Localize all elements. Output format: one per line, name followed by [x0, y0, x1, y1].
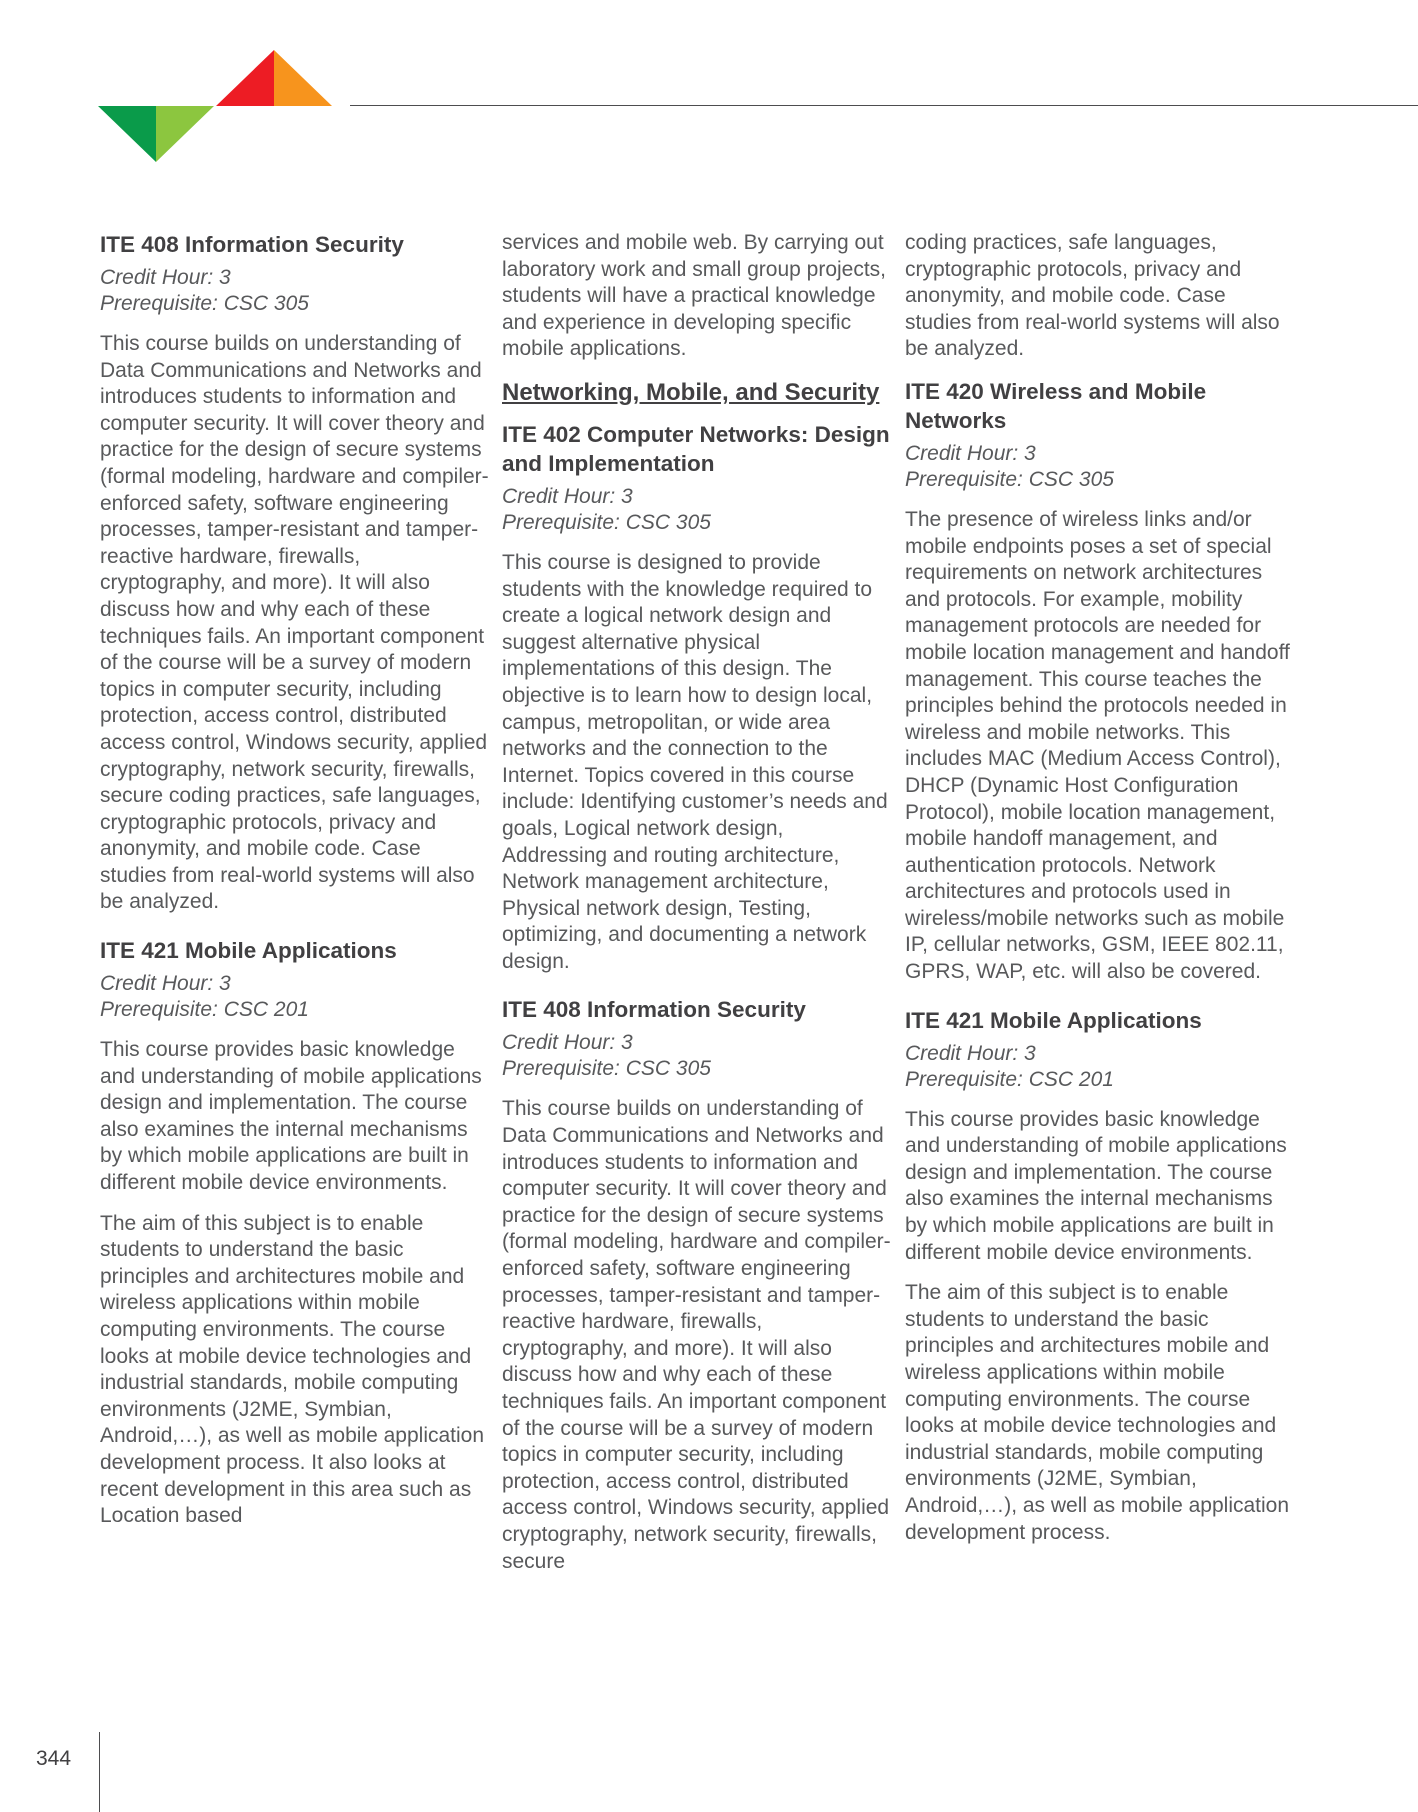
- credit-hours: Credit Hour: 3: [502, 484, 633, 508]
- course-description: This course builds on understanding of Data Communications and Networks and introduces students to information and computer security. It will cover theory and practice for the design of secure systems (formal modeling, hardware and compiler-enforced safety, software engineering processes, tamper-resistant and tamper-reactive hardware, firewalls, cryptography, and more). It will also discuss how and why each of these techniques fails. An important component of the course will be a survey of modern topics in computer security, including protection, access control, distributed access control, Windows security, applied cryptography, network security, firewalls, secure: [502, 1097, 891, 1573]
- column-1: [100, 230, 490, 1544]
- section-heading: Networking, Mobile, and Security: [502, 378, 880, 406]
- prerequisite: Prerequisite: CSC 201: [100, 998, 309, 1022]
- logo-triangle-dark-green: [98, 106, 156, 162]
- logo-triangle-light-green: [156, 106, 214, 162]
- course-description: This course is designed to provide students with the knowledge required to create a logical network design and suggest alternative physical implementations of this design. The objective is to learn how to design local, campus, metropolitan, or wide area networks and the connection to the Internet. Topics covered in this course include: Identifying customer’s needs and goals, Logical network design, Addressing and routing architecture, Network management architecture, Physical network design, Testing, optimizing, and documenting a network design.: [502, 550, 888, 973]
- course-description: This course provides basic knowledge and understanding of mobile applications design and implementation. The course also examines the internal mechanisms by which mobile applications are built in different mobile device environments.: [905, 1107, 1287, 1264]
- course-meta: [502, 1030, 892, 1082]
- credit-hours: Credit Hour: 3: [100, 972, 231, 996]
- page-number: 344: [36, 1747, 72, 1770]
- course-title: ITE 402 Computer Networks: Design and Implementation: [502, 421, 890, 476]
- course-description: This course builds on understanding of Data Communications and Networks and introduces students to information and computer security. It will cover theory and practice for the design of secure systems (formal modeling, hardware and compiler-enforced safety, software engineering processes, tamper-resistant and tamper-reactive hardware, firewalls, cryptography, and more). It will also discuss how and why each of these techniques fails. An important component of the course will be a survey of modern topics in computer security, including protection, access control, distributed access control, Windows security, applied cryptography, network security, firewalls, secure coding practices, safe languages, cryptographic protocols, privacy and anonymity, and mobile code. Case studies from real-world systems will also be analyzed.: [100, 332, 489, 914]
- credit-hours: Credit Hour: 3: [905, 441, 1036, 465]
- credit-hours: Credit Hour: 3: [502, 1031, 633, 1055]
- course-title: ITE 420 Wireless and Mobile Networks: [905, 378, 1207, 433]
- prerequisite: Prerequisite: CSC 305: [100, 292, 309, 315]
- course-description: This course provides basic knowledge and understanding of mobile applications design and implementation. The course also examines the internal mechanisms by which mobile applications are built in different mobile device environments.: [100, 1038, 482, 1195]
- prerequisite: Prerequisite: CSC 305: [502, 510, 711, 534]
- course-meta: [905, 441, 1295, 493]
- prerequisite: Prerequisite: CSC 305: [502, 1057, 711, 1081]
- course-description: The aim of this subject is to enable students to understand the basic principles and architectures mobile and wireless applications within mobile computing environments. The course looks at mobile device technologies and industrial standards, mobile computing environments (J2ME, Symbian, Android,…), as well as mobile application development process.: [905, 1281, 1290, 1544]
- column-3: [905, 230, 1295, 1560]
- course-meta: [100, 971, 490, 1023]
- course-title: ITE 421 Mobile Applications: [100, 938, 397, 964]
- prerequisite: Prerequisite: CSC 305: [905, 467, 1114, 491]
- course-meta: [905, 1041, 1295, 1093]
- course-title: ITE 421 Mobile Applications: [905, 1007, 1202, 1033]
- triangle-logo: [98, 50, 334, 162]
- logo-triangle-red: [216, 50, 274, 106]
- column-2: [502, 230, 892, 1589]
- course-description-continued: coding practices, safe languages, cryptographic protocols, privacy and anonymity, and mobile code. Case studies from real-world systems will also be analyzed.: [905, 231, 1280, 361]
- course-description: The presence of wireless links and/or mobile endpoints poses a set of special requirements on network architectures and protocols. For example, mobility management protocols are needed for mobile location management and handoff management. This course teaches the principles behind the protocols needed in wireless and mobile networks. This includes MAC (Medium Access Control), DHCP (Dynamic Host Configuration Protocol), mobile location management, mobile handoff management, and authentication protocols. Network architectures and protocols used in wireless/mobile networks such as mobile IP, cellular networks, GSM, IEEE 802.11, GPRS, WAP, etc. will also be covered.: [905, 507, 1290, 984]
- course-title: ITE 408 Information Security: [100, 232, 404, 257]
- credit-hours: Credit Hour: 3: [905, 1041, 1036, 1065]
- course-meta: [100, 265, 490, 317]
- course-meta: [502, 484, 892, 536]
- header-rule: [350, 105, 1418, 106]
- prerequisite: Prerequisite: CSC 201: [905, 1067, 1114, 1091]
- footer-rule: [99, 1732, 100, 1812]
- course-description: The aim of this subject is to enable students to understand the basic principles and architectures mobile and wireless applications within mobile computing environments. The course looks at mobile device technologies and industrial standards, mobile computing environments (J2ME, Symbian, Android,…), as well as mobile application development process. It also looks at recent development in this area such as Location based: [100, 1211, 485, 1528]
- course-description-continued: services and mobile web. By carrying out laboratory work and small group projects, students will have a practical knowledge and experience in developing specific mobile applications.: [502, 231, 887, 361]
- logo-triangle-orange: [274, 50, 332, 106]
- credit-hours: Credit Hour: 3: [100, 266, 231, 289]
- course-title: ITE 408 Information Security: [502, 997, 806, 1023]
